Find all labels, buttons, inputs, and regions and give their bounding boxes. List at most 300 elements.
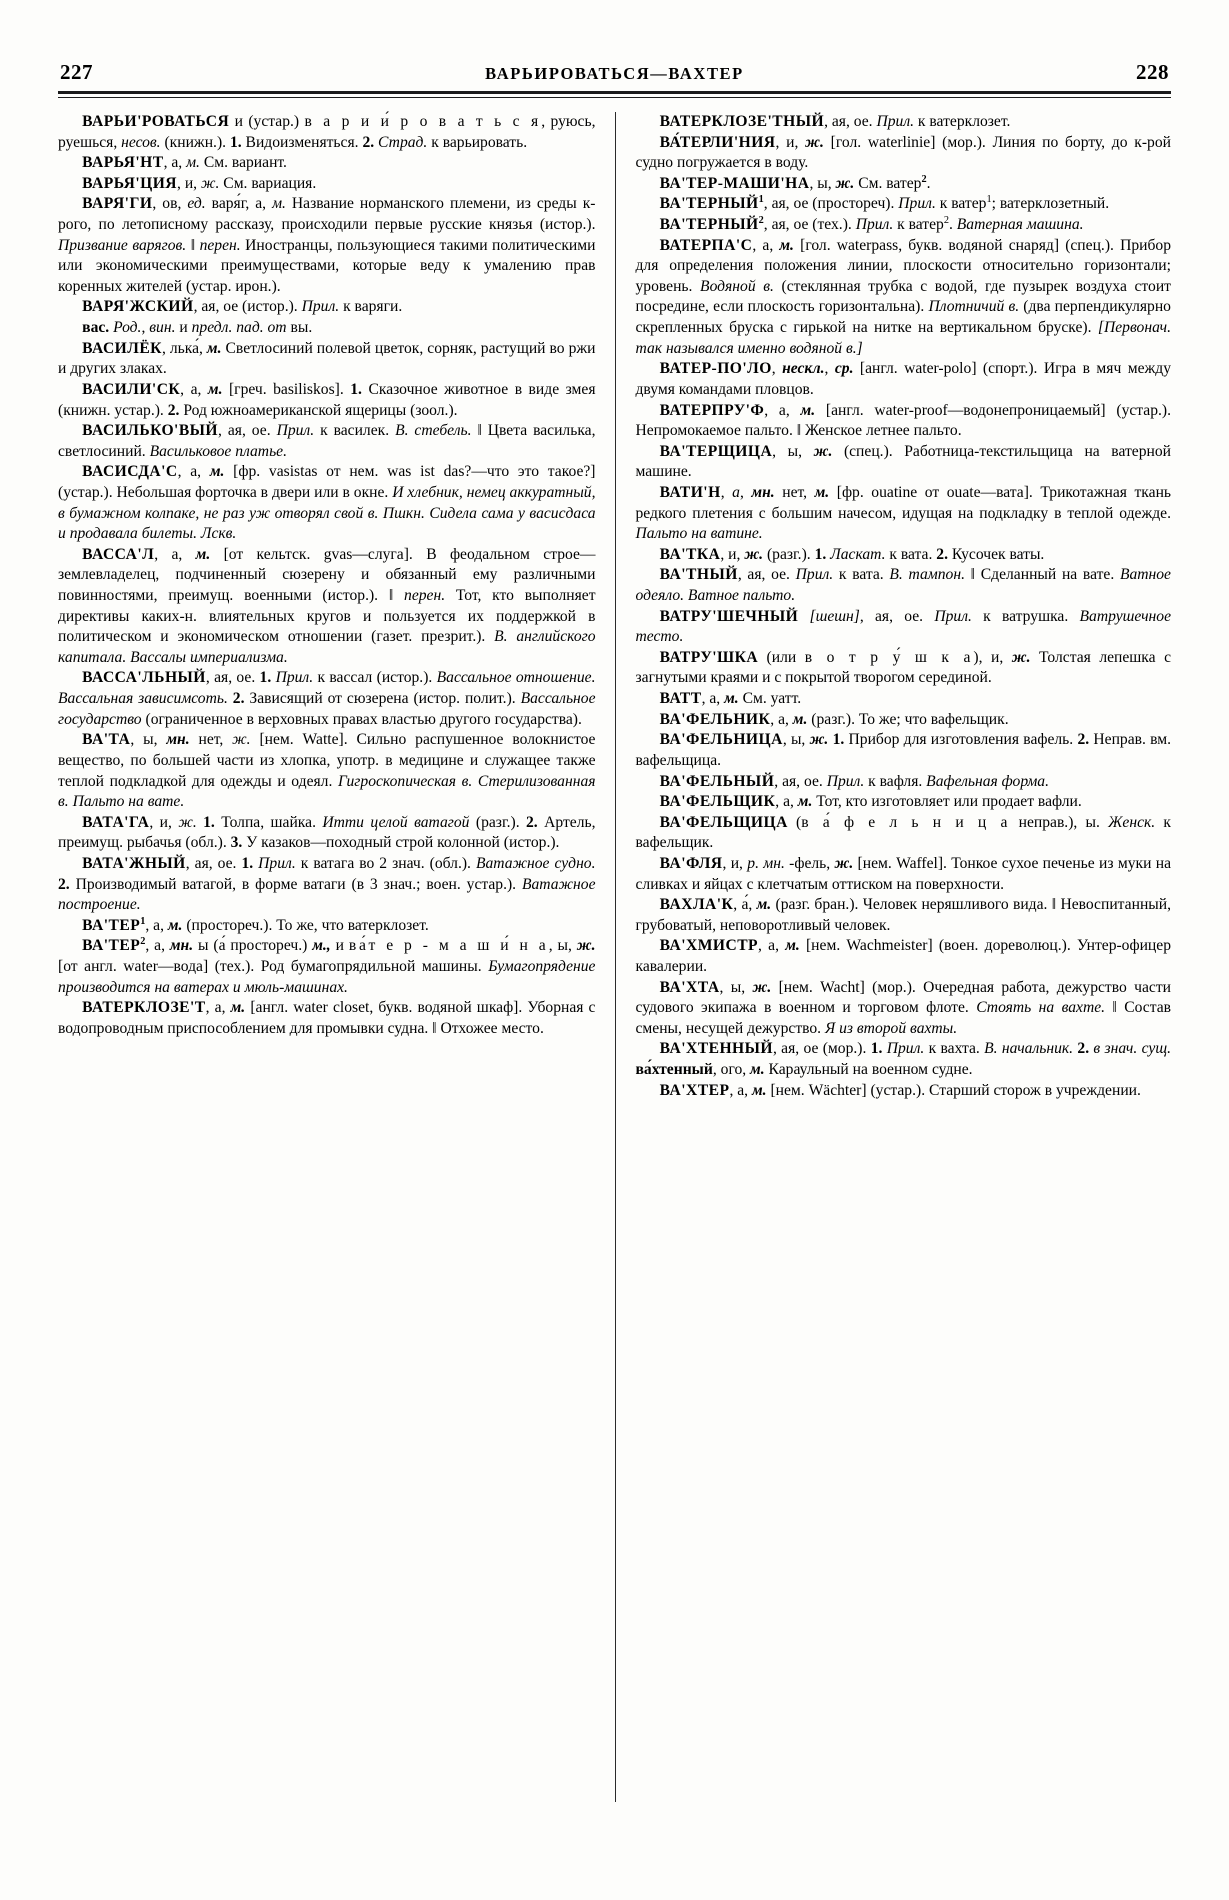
- definition: Цвета василька, светлосиний.: [58, 422, 596, 460]
- entry-text: ; ватерклозетный.: [991, 195, 1110, 213]
- entry-vasilkovyy: [58, 421, 596, 462]
- definition: к вассал (истор.).: [313, 669, 437, 687]
- entry-text: , а,: [758, 937, 786, 955]
- left-column: [58, 112, 615, 1802]
- entry-vafelnik: [636, 710, 1172, 731]
- grammar-label: м.: [800, 401, 816, 419]
- definition: к вата.: [833, 566, 890, 584]
- definition: Название норманского племени, из среды к-рого, по летописному рассказу, происходили первые русские князья (истор.).: [58, 195, 596, 234]
- grammar-label: Прил.: [855, 216, 894, 234]
- definition: Отхожее место.: [440, 1019, 544, 1037]
- entry-text: , ая, ое.: [737, 566, 796, 584]
- entry-text: , ов,: [152, 195, 188, 213]
- sense-text: Кусочек ваты.: [947, 545, 1045, 563]
- quotation: Сидела сама у васисдаса и продавала билеты.: [58, 504, 596, 543]
- definition: к ватер: [935, 195, 987, 213]
- grammar-label: мн.: [751, 483, 775, 501]
- etymological-note: [Первонач. так назывался именно водяной в.]: [635, 319, 1171, 357]
- sense-divider: ‖: [388, 587, 405, 605]
- definition: Небольшая форточка в двери или в окне.: [116, 483, 393, 501]
- entry-vaterliniya: [636, 133, 1172, 174]
- grammar-label: м.: [230, 999, 246, 1017]
- entry-vatershchitsa: [636, 442, 1172, 483]
- sense-number: 1.: [259, 669, 272, 687]
- entry-text: , ы,: [782, 731, 810, 749]
- etymology: [англ. water closet, букв. водяной шкаф].: [245, 999, 528, 1017]
- sense-divider: ‖: [471, 422, 488, 440]
- headword: ВА'ХТА: [659, 978, 720, 996]
- grammar-label: ж.: [1011, 648, 1031, 666]
- entry-vassal: [58, 545, 596, 669]
- definition: В феодальном строе—землевладелец, подчиненный сюзерену и обязанный ему различными повинностями, преимущ. военными (истор.).: [58, 545, 596, 605]
- headword: ВА'ФЕЛЬЩИК: [659, 793, 776, 811]
- entry-text: , и,: [720, 545, 745, 563]
- entry-text: -фель,: [784, 854, 835, 872]
- entry-vatka: [636, 545, 1172, 566]
- sense-number: 2.: [58, 875, 70, 893]
- headword: ВАТЕР-ПО'ЛО: [659, 360, 772, 378]
- grammar-label: ср.: [834, 360, 854, 378]
- definition: (разг.). То же; что вафельщик.: [807, 710, 1009, 728]
- entry-text: , а,: [177, 463, 210, 481]
- headword: ВА'ФЕЛЬНИК: [659, 710, 771, 728]
- right-column: [615, 112, 1172, 1802]
- sense-number: 2.: [1077, 731, 1090, 749]
- headword: ВАТА'ЖНЫЙ: [82, 854, 186, 872]
- entry-text: , а́,: [733, 896, 757, 914]
- entry-vatrushka: [636, 648, 1172, 689]
- grammar-label: м.: [272, 195, 286, 213]
- example: Ватное одеяло. Ватное пальто.: [635, 566, 1171, 605]
- entry-vaterpruf: [636, 401, 1172, 442]
- entry-text: нет,: [774, 483, 815, 501]
- definition: Прибор для определения положения линии, плоскости относительно горизонтали; уровень.: [635, 236, 1171, 295]
- grammar-label: несов.: [121, 133, 161, 151]
- usage-label: перен.: [404, 587, 446, 605]
- parenthetical: (стеклянная трубка с водой, где пузырек воздуха стоит посредине, если плоскость горизонтальна).: [635, 277, 1171, 316]
- grammar-label: м.: [785, 937, 800, 955]
- entry-vatnyy: [636, 565, 1172, 606]
- grammar-label: Прил.: [826, 772, 865, 790]
- definition: Сильно распушенное волокнистое вещество, по большей части из хлопка, употр. в медицине и служащее также теплой подкладкой для одежды и одеял.: [58, 731, 596, 790]
- example: Пальто на ватине.: [635, 525, 763, 543]
- example: Ватрушечное тесто.: [635, 607, 1171, 646]
- entry-text: , и,: [177, 174, 201, 192]
- headword: ВА'ХМИСТР: [659, 937, 759, 955]
- entry-text: ,: [720, 483, 733, 501]
- sense-text: Прибор для изготовления вафель.: [844, 731, 1078, 749]
- entry-vafelshchitsa: [636, 813, 1172, 854]
- sense-divider: ‖: [432, 1019, 441, 1037]
- headword: ВА'ФЕЛЬЩИЦА: [659, 813, 788, 831]
- entry-vassalnyy: [58, 668, 596, 730]
- headword: ВА'ФЕЛЬНЫЙ: [659, 772, 775, 790]
- headword: ВА'ФЕЛЬНИЦА: [659, 731, 783, 749]
- entry-text: , руюсь, руешься,: [58, 113, 596, 151]
- entry-text: нет,: [189, 731, 233, 749]
- headword: ВАТА'ГА: [82, 813, 150, 831]
- usage-label: (устар.).: [58, 483, 117, 501]
- sense-number: 1.: [814, 545, 827, 563]
- headword: вас.: [82, 319, 110, 337]
- sense-number: 2.: [362, 133, 375, 151]
- grammar-label: Прил.: [876, 113, 915, 130]
- example: Вассальное отношение. Вассальная зависимсоть.: [58, 669, 596, 708]
- definition: Женское летнее пальто.: [805, 422, 962, 440]
- etymology: [нем. Waffel].: [853, 854, 952, 872]
- grammar-label: предл. пад. от: [191, 319, 287, 337]
- homonym-index: 1: [986, 194, 992, 206]
- definition: Сделанный на вате.: [980, 566, 1120, 584]
- entry-text: , а,: [729, 1081, 752, 1099]
- substantive-form: ва́хтенный: [635, 1061, 713, 1079]
- entry-text: , а,: [154, 545, 196, 563]
- grammar-label: м.: [209, 463, 225, 481]
- entry-varyatsiya: [58, 174, 596, 195]
- definition: к вахта.: [924, 1040, 985, 1058]
- grammar-label: м.: [792, 710, 808, 728]
- entry-text: и: [175, 319, 192, 337]
- grammar-label: ж.: [178, 813, 197, 831]
- entry-text: и (устар.): [229, 113, 305, 130]
- example: Вафельная форма.: [926, 772, 1050, 790]
- sense-divider: ‖: [1105, 999, 1125, 1017]
- entry-vaflya: [636, 854, 1172, 895]
- headword: ВА'ТЕРНЫЙ: [659, 195, 759, 213]
- variant-form: в а́ ф е л ь н и ц а: [801, 813, 1011, 831]
- definition: к ватага во 2 знач. (обл.).: [295, 854, 476, 872]
- example: Я из второй вахты.: [824, 1019, 958, 1037]
- entry-text: , а,: [180, 380, 208, 398]
- entry-vasisdas: [58, 462, 596, 544]
- entry-text: , ы,: [548, 937, 577, 955]
- homonym-index: 1: [758, 194, 764, 206]
- grammar-label: ж.: [805, 133, 824, 151]
- sense-number: 1.: [828, 731, 845, 749]
- entry-text: , ая, ое.: [774, 772, 827, 790]
- sense-number: 1.: [196, 813, 215, 831]
- example: Бумагопрядение производится на ватерах и мюль-машинах.: [58, 957, 596, 996]
- entry-text: неправ.), ы.: [1010, 813, 1109, 831]
- grammar-label: м.: [756, 896, 772, 914]
- running-title: ВАРЬИРОВАТЬСЯ—ВАХТЕР: [485, 64, 744, 83]
- definition: Непромокаемое пальто.: [635, 422, 797, 440]
- entry-vatazhnyy: [58, 854, 596, 916]
- definition: к ватрушка.: [971, 607, 1080, 625]
- etymology: [от англ. water—вода] (тех.).: [58, 957, 261, 975]
- headword: ВАСИСДА'С: [82, 463, 178, 481]
- headword: ВА́ТЕРЛИ'НИЯ: [659, 133, 776, 151]
- sense-number: 1.: [241, 854, 254, 872]
- definition: Унтер-офицер кавалерии.: [635, 937, 1171, 975]
- entry-vater-polo: [636, 359, 1172, 400]
- headword: ВА'ТЕР-МАШИ'НА: [659, 174, 810, 192]
- entry-text: , а,: [701, 690, 725, 708]
- header-rule: [58, 91, 1171, 98]
- definition: Зависящий от сюзерена (истор. полит.).: [244, 690, 521, 708]
- grammar-label: Прил.: [271, 669, 314, 687]
- entry-text: .: [926, 174, 931, 192]
- definition: к ватер: [893, 216, 944, 234]
- example: В. тампон.: [889, 566, 965, 584]
- sense-number: 1.: [229, 133, 242, 151]
- entry-text: , ого,: [712, 1061, 751, 1079]
- headword: ВА'ХТЕННЫЙ: [659, 1040, 773, 1058]
- grammar-label: ж.: [200, 174, 220, 192]
- quotation-source: Пшкн.: [378, 504, 430, 522]
- entry-text: , ы,: [130, 731, 167, 749]
- example: В. начальник.: [984, 1040, 1074, 1058]
- sense-number: 2.: [227, 690, 245, 708]
- grammar-label: Прил.: [882, 1040, 925, 1058]
- etymology: [нем. Wächter] (устар.).: [766, 1081, 929, 1099]
- entry-text: вы.: [286, 319, 313, 337]
- definition: Очередная работа, дежурство части судового экипажа в военном и торговом флоте.: [635, 978, 1171, 1017]
- sense-divider: ‖: [796, 422, 806, 440]
- definition: Игра в мяч между двумя командами пловцов.: [635, 360, 1172, 398]
- headword: ВАТРУ'ШКА: [659, 648, 759, 666]
- grammar-label: ед.: [187, 195, 206, 213]
- definition: к ватерклозет.: [914, 113, 1011, 130]
- etymology: [фр. vasistas от нем. was ist das?—что это такое?]: [224, 463, 596, 481]
- usage-label: (разг.).: [763, 545, 815, 563]
- grammar-label: ж.: [752, 978, 772, 996]
- etymology: [гол. waterpass, букв. водяной снаряд] (спец.).: [793, 236, 1121, 254]
- grammar-label: мн.: [166, 731, 190, 749]
- headword: ВАРЬИ'РОВАТЬСЯ: [82, 113, 230, 130]
- headword: ВАРЬЯ'НТ: [82, 154, 164, 172]
- headword: ВАСИЛИ'СК: [82, 380, 181, 398]
- sense-number: 2.: [1073, 1040, 1090, 1058]
- grammar-label: вин.: [149, 319, 176, 337]
- variant-form: ва́т е р - м а ш и́ н а: [348, 937, 549, 955]
- entry-text: , ая, ое (истор.).: [193, 298, 302, 316]
- entry-text: , ая, ое.: [185, 854, 242, 872]
- grammar-label: ж.: [744, 545, 764, 563]
- grammar-label: ж.: [835, 174, 855, 192]
- grammar-label: ж.: [576, 937, 596, 955]
- grammar-label: ж.: [809, 731, 829, 749]
- entry-varyant: [58, 153, 596, 174]
- quotation-source: Лскв.: [196, 525, 237, 543]
- variant-form: в а р и и́ р о в а т ь с я: [304, 113, 542, 130]
- entry-text: ,: [141, 319, 150, 337]
- sense-text: Неправ. вм. вафельщица.: [635, 731, 1171, 769]
- definition: Тот, кто выполняет директивы каких-н. влиятельных кругов и пользуется их поддержкой в политическом и экономическом отношении (газет. презрит.).: [58, 587, 596, 646]
- example: Ватажное построение.: [58, 875, 596, 914]
- entry-text: , ая, ое.: [824, 113, 877, 130]
- entry-vas: [58, 318, 596, 339]
- grammar-label: м.: [814, 483, 830, 501]
- grammar-label: Страд.: [374, 133, 428, 151]
- entry-vaterklozetnyy: [636, 112, 1172, 133]
- entry-vakhta: [636, 978, 1172, 1040]
- entry-text: , ы,: [772, 442, 814, 460]
- entry-vaterpas: [636, 236, 1172, 360]
- definition: См. ватер: [854, 174, 922, 192]
- headword: ВАСИЛЬКО'ВЫЙ: [82, 422, 219, 440]
- headword: ВА'ТЕР: [82, 937, 141, 955]
- headword: ВАТЕРПА'С: [659, 236, 753, 254]
- entry-vataga: [58, 813, 596, 854]
- sense-text: Видоизменяться.: [241, 133, 363, 151]
- example: В. английского капитала. Вассалы империализма.: [58, 628, 596, 666]
- sense-text: Толпа, шайка.: [214, 813, 323, 831]
- definition: Иностранцы, пользующиеся такими политическими или экономическими преимуществами, которые веду к умалению прав коренных жителей (устар. ирон.).: [58, 236, 596, 295]
- definition: Караульный на военном судне.: [764, 1061, 973, 1079]
- homonym-index: 2: [921, 173, 927, 185]
- grammar-label: м.: [779, 236, 794, 254]
- running-head: [60, 60, 1169, 85]
- headword: ВАТЕРКЛОЗЕ'ТНЫЙ: [659, 113, 825, 130]
- grammar-label: нескл.: [782, 360, 825, 378]
- grammar-label: ж.: [232, 731, 251, 749]
- definition: Тонкое сухое печенье из муки на сливках и яйцах с клетчатым оттиском на поверхности.: [635, 854, 1171, 893]
- grammar-label: м.: [167, 916, 183, 934]
- example: Стоять на вахте.: [976, 999, 1106, 1017]
- sense-divider: ‖: [964, 566, 981, 584]
- entry-vaterklozet: [58, 998, 596, 1039]
- etymology: [нем. Wacht] (мор.).: [771, 978, 924, 996]
- entry-text: , и,: [722, 854, 748, 872]
- headword: ВАТИ'Н: [659, 483, 721, 501]
- definition: Тот, кто изготовляет или продает вафли.: [812, 793, 1082, 811]
- homonym-index: 2: [758, 214, 764, 226]
- grammar-label: м.,: [312, 937, 331, 955]
- definition: Человек неряшливого вида.: [862, 896, 1052, 914]
- entry-text: (: [787, 813, 802, 831]
- definition: к вафля.: [864, 772, 927, 790]
- definition: Светлосиний полевой цветок, сорняк, растущий во ржи и других злаках.: [58, 339, 596, 378]
- definition: Уборная с водопроводным приспособлением для промывки судна.: [58, 999, 596, 1037]
- entry-varyagi: [58, 194, 596, 297]
- entry-text: и: [330, 937, 349, 955]
- definition: к василек.: [314, 422, 396, 440]
- headword: ВАХЛА'К: [659, 896, 734, 914]
- example: Итти целой ватагой: [322, 813, 470, 831]
- grammar-label: м.: [206, 339, 222, 357]
- example: Водяной в.: [700, 277, 774, 295]
- headword: ВАССА'ЛЬНЫЙ: [82, 669, 206, 687]
- example: Вассальное государство: [58, 690, 596, 728]
- sense-number: 1.: [870, 1040, 883, 1058]
- example: Ватерная машина.: [956, 216, 1084, 234]
- example: Гигроскопическая в. Стерилизованная в. Пальто на вате.: [58, 772, 596, 811]
- etymology: [англ. water-proof—водонепроницаемый] (устар.).: [815, 401, 1172, 419]
- entry-text: , и,: [775, 133, 806, 151]
- entry-text: ,: [824, 360, 835, 378]
- entry-vaternyy-2: [636, 215, 1172, 236]
- parenthetical: (два перпендикулярно скрепленных бруска с гирькой на нитке на вертикальном бруске).: [635, 298, 1171, 337]
- example: Плотничий в.: [928, 298, 1020, 316]
- grammar-label: Прил.: [898, 195, 936, 213]
- grammar-label: Род.: [109, 319, 142, 337]
- entry-text: , а,: [775, 793, 798, 811]
- entry-text: (или: [758, 648, 805, 666]
- grammar-label: м.: [207, 380, 223, 398]
- entry-vakhmistr: [636, 936, 1172, 977]
- grammar-label: м.: [724, 690, 739, 708]
- headword: ВА'ТКА: [659, 545, 721, 563]
- entry-vakhter: [636, 1081, 1172, 1102]
- grammar-label: мн.: [169, 937, 194, 955]
- sense-text: У казаков—походный строй колонной (истор.).: [242, 834, 560, 852]
- entry-text: ,: [771, 360, 783, 378]
- entry-vasilek: [58, 339, 596, 380]
- sense-text: Сказочное животное в виде змея (книжн. устар.).: [58, 380, 596, 419]
- etymology: [греч. basiliskos].: [222, 380, 351, 398]
- entry-text: , лька́,: [161, 339, 207, 357]
- grammar-label: Ласкат.: [826, 545, 886, 563]
- definition: Невоспитанный, грубоватый, неповоротливый человек.: [635, 896, 1172, 934]
- headword: ВАРЯ'ЖСКИЙ: [82, 298, 194, 316]
- entry-varirovatsya: [58, 112, 596, 153]
- headword: ВАССА'Л: [82, 545, 155, 563]
- etymology: [англ. water-polo] (спорт.).: [853, 360, 1044, 378]
- etymology: [фр. ouatine от ouate—вата].: [829, 483, 1041, 501]
- definition: Трикотажная ткань редкого плетения с большим начесом, идущая на подкладку в теплой одежде.: [635, 483, 1172, 522]
- usage-label: перен.: [199, 236, 241, 254]
- folio-left: 227: [60, 60, 93, 84]
- headword: ВА'ТЕРЩИЦА: [659, 442, 773, 460]
- quotation: И хлебник, немец аккуратный, в бумажном колпаке, не раз уж отворял свой в.: [58, 483, 596, 522]
- grammar-label: м.: [797, 793, 813, 811]
- variant-form: в о т р у́ ш к а: [804, 648, 974, 666]
- entry-vatrushechnyy: [636, 607, 1172, 648]
- entry-varyazhskiy: [58, 297, 596, 318]
- grammar-label: м.: [186, 154, 200, 172]
- entry-vafelshchik: [636, 792, 1172, 813]
- headword: ВА'ТЕРНЫЙ: [659, 216, 759, 234]
- entry-vafelnyy: [636, 772, 1172, 793]
- grammar-label: Прил.: [934, 607, 972, 625]
- definition: (спец.). Работница-текстильщица на ватерной машине.: [635, 442, 1171, 481]
- entry-text: , а,: [163, 154, 187, 172]
- pronunciation: [шешн]: [798, 607, 860, 625]
- grammar-label: Прил.: [301, 298, 340, 316]
- entry-text: , ая, ое.: [218, 422, 277, 440]
- grammar-label: ж.: [813, 442, 833, 460]
- sense-divider: ‖: [186, 236, 200, 254]
- grammar-label: м.: [751, 1081, 767, 1099]
- grammar-label: Женск.: [1108, 813, 1156, 831]
- grammar-label: в знач. сущ.: [1089, 1040, 1172, 1058]
- entry-text: , ы,: [809, 174, 836, 192]
- sense-text: Род южноамериканской ящерицы (зоол.).: [179, 401, 458, 419]
- sense-number: 1.: [350, 380, 362, 398]
- entry-vakhlak: [636, 895, 1172, 936]
- grammar-label: ж.: [834, 854, 854, 872]
- definition: Состав смены, несущей дежурство.: [635, 999, 1171, 1037]
- entry-text: , ая, ое.: [205, 669, 260, 687]
- entry-text: (ограниченное в верховных правах властью другого государства).: [141, 710, 582, 728]
- grammar-label: р. мн.: [747, 854, 785, 872]
- entry-text: , а,: [145, 937, 170, 955]
- entry-text: , а,: [764, 401, 801, 419]
- headword: ВАТТ: [659, 690, 702, 708]
- entry-vaternyy-1: [636, 194, 1172, 215]
- homonym-index: 2: [140, 936, 146, 948]
- definition: См. уатт.: [738, 690, 802, 708]
- grammar-label: м.: [195, 545, 211, 563]
- entry-text: ), и,: [973, 648, 1012, 666]
- headword: ВАТРУ'ШЕЧНЫЙ: [659, 607, 799, 625]
- entry-vakhtennyy: [636, 1039, 1172, 1080]
- entry-vatin: [636, 483, 1172, 545]
- grammar-label: Прил.: [795, 566, 834, 584]
- entry-text: , и,: [149, 813, 179, 831]
- entry-text: варя́г, а,: [205, 195, 273, 213]
